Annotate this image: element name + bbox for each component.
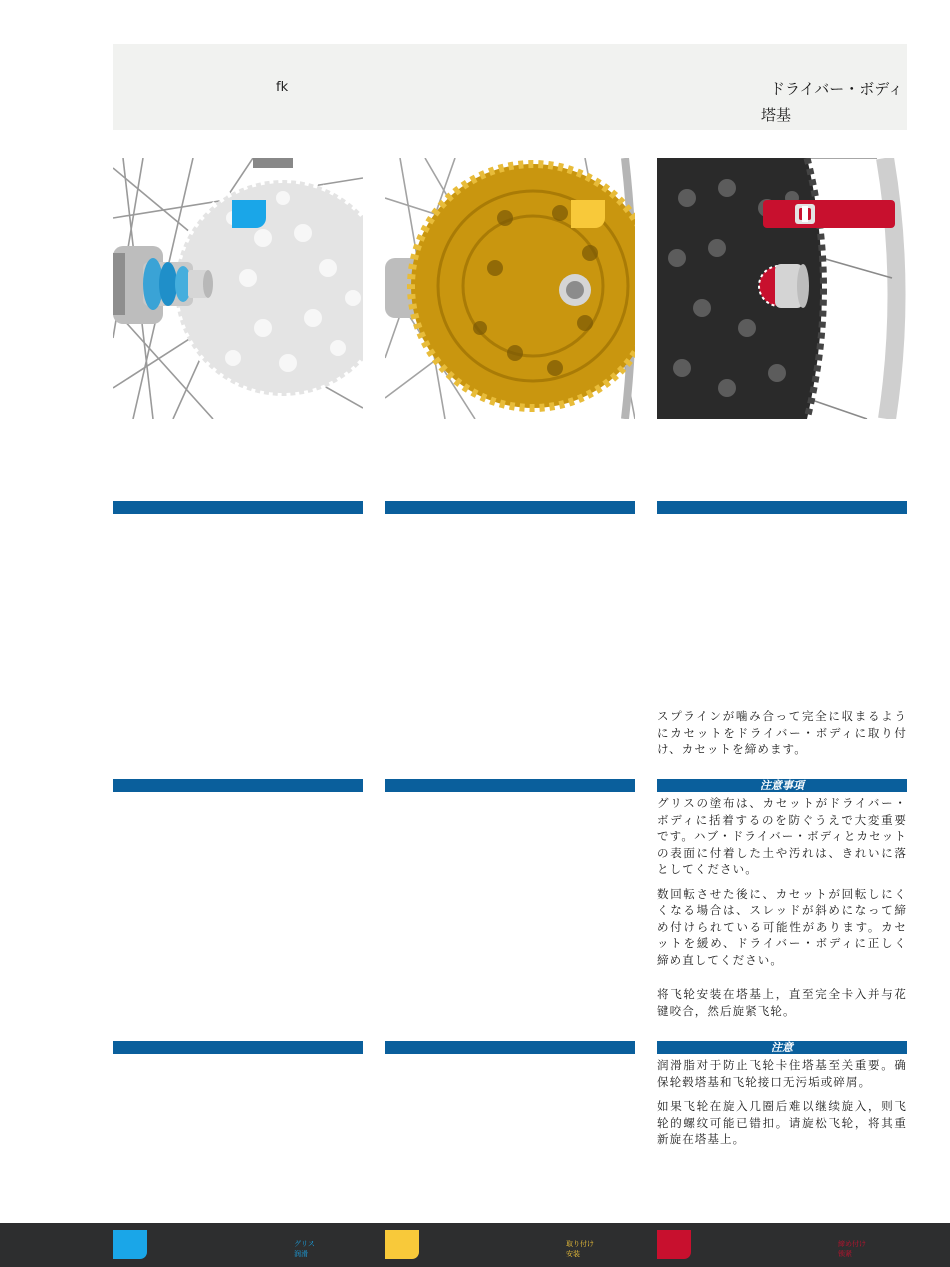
header-title: ドライバー・ボディ (769, 80, 903, 98)
notice-zh-paragraph-1: 润滑脂对于防止飞轮卡住塔基至关重要。确保轮毂塔基和飞轮接口无污垢或碎屑。 (657, 1058, 907, 1089)
notice-ja-paragraph-2: 数回転させた後に、カセットが回転しにくくなる場合は、スレッドが斜めになって締め付けられている可能性があります。カセットを緩め、ドライバー・ボディに正しく締め直してください。 (657, 886, 907, 967)
grease-tag (232, 200, 266, 228)
footer-legend (0, 1223, 950, 1267)
section-bar (385, 779, 635, 792)
header-title-block (761, 78, 903, 125)
header-band (113, 44, 907, 130)
section-bar (113, 779, 363, 792)
header-left-label: fk (276, 80, 289, 95)
tighten-swatch (657, 1230, 691, 1259)
notice-text-zh (657, 1057, 907, 1156)
install-swatch (385, 1230, 419, 1259)
section-bar (113, 501, 363, 514)
legend-install: 取り付け 安装 (566, 1240, 594, 1258)
notice-bar-ja: 注意事項 (657, 779, 907, 792)
header-subtitle: 塔基 (760, 106, 791, 124)
tighten-tag (763, 200, 895, 228)
photo-grease-hub (113, 158, 363, 419)
lockring-tool (759, 264, 809, 308)
photo-install-cassette (385, 158, 635, 419)
grease-swatch (113, 1230, 147, 1259)
step-text-ja: スプラインが噛み合って完全に収まるようにカセットをドライバー・ボディに取り付け、カセットを締めます。 (657, 709, 907, 756)
notice-bar-zh: 注意 (657, 1041, 907, 1054)
lockring-tool-icon (795, 204, 815, 224)
notice-ja-paragraph-1: グリスの塗布は、カセットがドライバー・ボディに括着するのを防ぐうえで大変重要です。ハブ・ドライバー・ボディとカセットの表面に付着した土や汚れは、きれいに落としてください。 (657, 796, 907, 876)
install-tag (571, 200, 605, 228)
legend-tighten: 締め付け 锁紧 (838, 1240, 866, 1258)
notice-zh-paragraph-2: 如果飞轮在旋入几圈后难以继续旋入，则飞轮的螺纹可能已错扣。请旋松飞轮，将其重新旋在塔基上。 (657, 1099, 907, 1146)
section-bar (385, 501, 635, 514)
notice-text-ja (657, 795, 907, 976)
section-bar (113, 1041, 363, 1054)
step-text-zh: 将飞轮安装在塔基上，直至完全卡入并与花键咬合，然后旋紧飞轮。 (657, 987, 907, 1018)
legend-grease: グリス 润滑 (294, 1240, 315, 1258)
section-bar (657, 501, 907, 514)
section-bar (385, 1041, 635, 1054)
photo-tighten-cassette (657, 158, 907, 419)
